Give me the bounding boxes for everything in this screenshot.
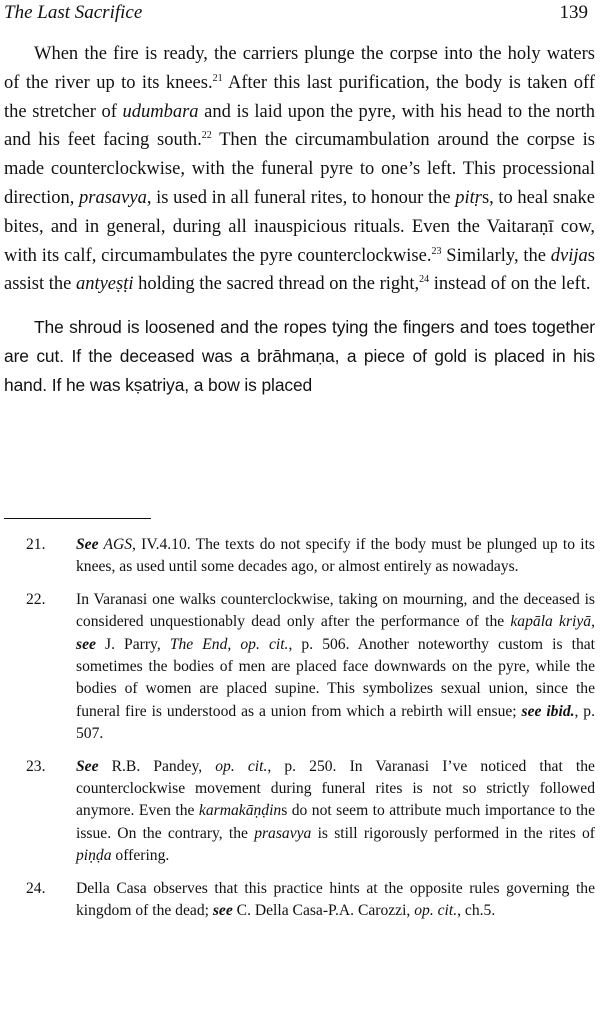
italic-term: karmakāṇḍin — [198, 802, 282, 820]
text-run: , p. 250. In Varanasi I’ve noticed that the counterclockwise movement during funeral rites is not so strictly followed anymore. Even the — [76, 757, 595, 820]
text-run: See — [76, 757, 99, 775]
page-number: 139 — [559, 2, 588, 23]
text-run: see — [76, 635, 96, 653]
italic-term: udumbara — [122, 101, 199, 122]
text-run: Similarly, the — [441, 245, 551, 266]
italic-term: The End, op. cit. — [169, 635, 289, 653]
text-run: , p. 506. Another noteworthy custom is that sometimes the bodies of men are placed face downwards on the pyre, while the bodies of women are placed supine. This symbolizes sexual union, since the funeral fire is understood as a union from which a rebirth will ensue; — [76, 635, 596, 720]
footnote-ref: 24 — [419, 274, 430, 286]
footnote-24 — [4, 878, 595, 923]
italic-term: AGS — [98, 536, 133, 553]
footnote-number: 22. — [26, 590, 46, 608]
running-title: The Last Sacrifice — [4, 2, 143, 23]
text-run: After this last purification, the body is taken off the stretcher of — [4, 72, 595, 122]
text-run: See — [76, 536, 99, 553]
footnote-text — [76, 878, 595, 923]
footnote-number: 24. — [26, 879, 46, 897]
text-run: , ch.5. — [457, 902, 496, 920]
italic-term: prasavya — [79, 187, 147, 208]
footnote-text — [76, 534, 595, 579]
italic-term: piṇḍa — [76, 847, 112, 865]
footnote-number: 21. — [26, 536, 46, 553]
footnote-text — [76, 589, 595, 746]
text-run: R.B. Pandey, — [98, 757, 216, 775]
text-run: , — [591, 613, 595, 631]
paragraph-1 — [4, 40, 595, 299]
text-run: s do not seem to attribute much importance to the issue. On the contrary, the — [76, 802, 595, 842]
paragraph-2: The shroud is loosened and the ropes tying the fingers and toes together are cut. If the deceased was a brāhmaṇa, a piece of gold is placed in his hand. If he was kṣatriya, a bow is placed — [4, 317, 595, 395]
text-run: see — [212, 902, 233, 920]
italic-term: op. cit. — [215, 757, 268, 775]
footnote-23 — [4, 756, 595, 868]
footnote-divider — [4, 518, 151, 519]
footnote-22 — [4, 589, 595, 746]
main-text — [4, 40, 595, 414]
footnote-number: 23. — [26, 757, 46, 775]
text-run: Then the circumambulation around the corpse is made counterclockwise, with the funeral pyre to one’s left. This processional direction, — [4, 130, 595, 208]
page-header — [4, 2, 588, 28]
text-run: see ibid. — [521, 702, 575, 720]
footnotes — [4, 534, 595, 933]
text-run: When the fire is ready, the carriers plunge the corpse into the holy waters of the river up to its knees. — [4, 44, 595, 93]
text-run: s assist the — [4, 245, 595, 295]
text-run: instead of on the left. — [429, 274, 591, 295]
footnote-text — [76, 756, 595, 868]
text-run: C. Della Casa-P.A. Carozzi, — [232, 902, 415, 920]
footnote-ref: 22 — [201, 130, 212, 142]
text-run: , is used in all funeral rites, to honour the — [146, 187, 456, 208]
italic-term: op. cit. — [414, 902, 458, 920]
text-run: s, to heal snake bites, and in general, during all inauspicious rituals. Even the Vaitaraṇī cow, with its calf, circumambulates the pyre counterclockwise. — [4, 187, 595, 266]
italic-term: kapāla kriyā — [510, 613, 592, 631]
text-run: In Varanasi one walks counterclockwise, taking on mourning, and the deceased is considered unquestionably dead only after the performance of the — [76, 590, 595, 631]
text-run: , IV.4.10. The texts do not specify if the body must be plunged up to its knees, as used until some decades ago, or almost entirely as nowadays. — [76, 536, 596, 576]
footnote-ref: 23 — [431, 245, 442, 257]
footnote-21 — [4, 534, 595, 579]
italic-term: pitṛ — [455, 187, 482, 208]
text-run: Della Casa observes that this practice hints at the opposite rules governing the kingdom of the dead; — [76, 879, 595, 920]
text-run: offering. — [111, 847, 170, 865]
text-run: J. Parry, — [95, 635, 170, 653]
italic-term: dvija — [550, 245, 588, 266]
text-run: , p. 507. — [76, 702, 596, 743]
italic-term: antyeṣṭi — [75, 274, 134, 295]
text-run: is still rigorously performed in the rites of — [311, 824, 595, 842]
text-run: holding the sacred thread on the right, — [133, 274, 420, 295]
footnote-ref: 21 — [212, 72, 223, 84]
text-run: and is laid upon the pyre, with his head to the north and his feet facing south. — [4, 101, 595, 151]
italic-term: prasavya — [254, 824, 312, 842]
